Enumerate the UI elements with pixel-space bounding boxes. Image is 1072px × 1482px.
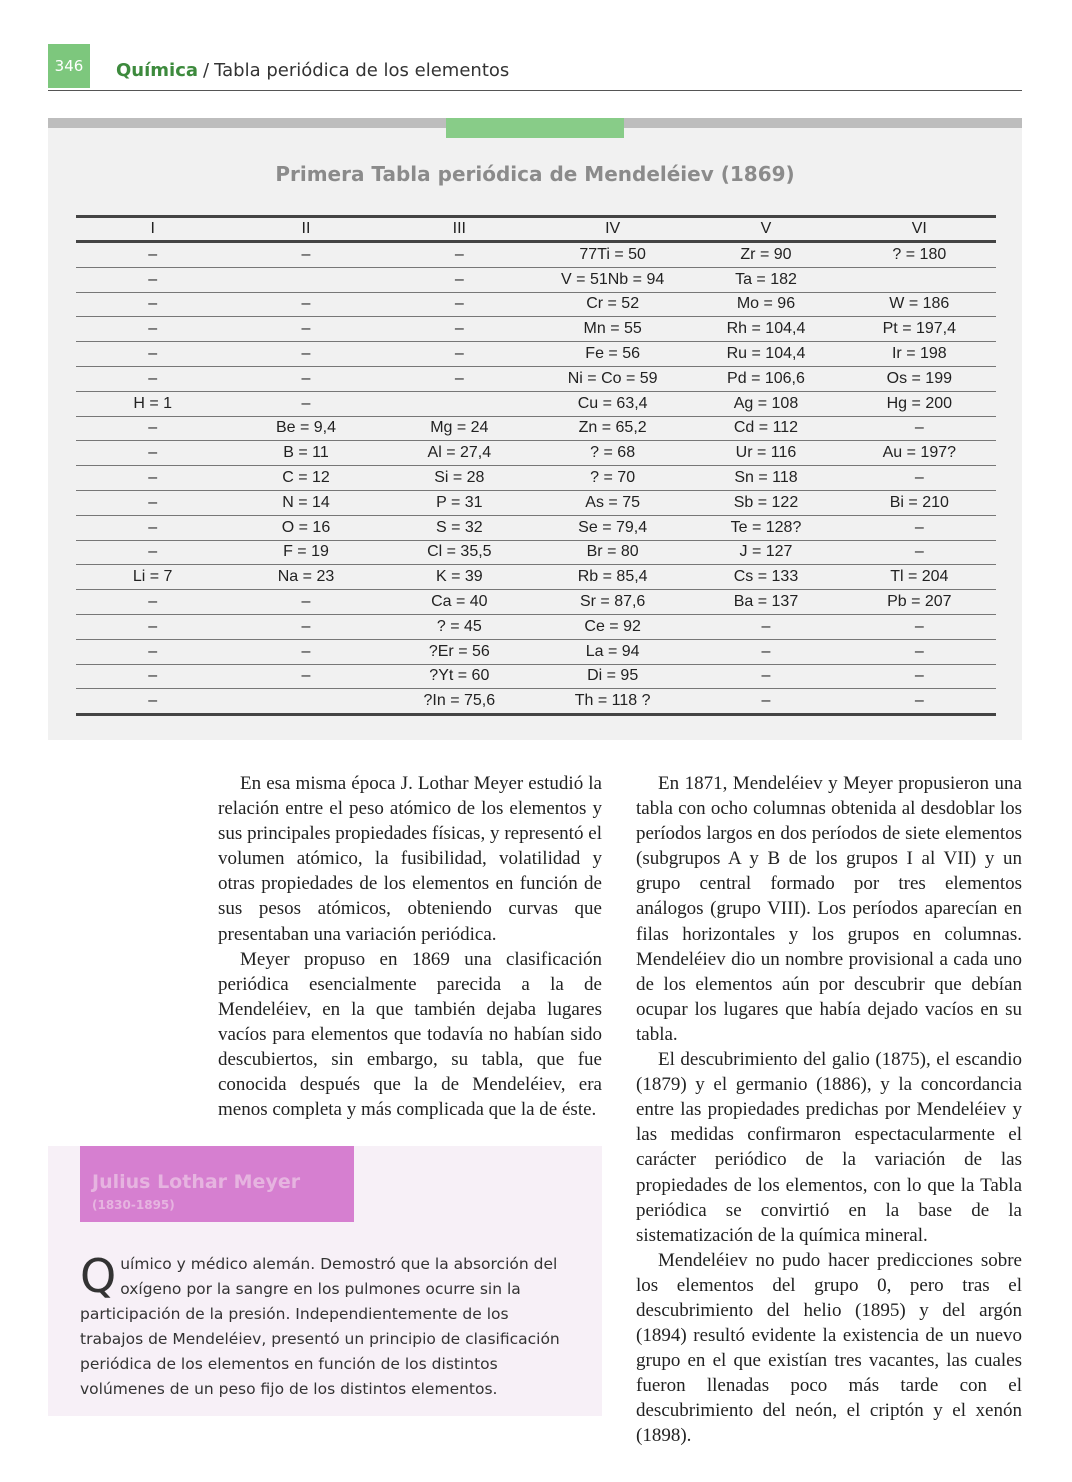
table-cell: –	[76, 515, 229, 540]
paragraph: En 1871, Mendeléiev y Meyer propusieron una tabla con ocho columnas obtenida al desdoblar los períodos largos en dos períodos de siete elementos (subgrupos A y B de los grupos I al VII) y un grupo central formado por tres elementos análogos (grupo VIII). Los períodos aparecían en filas horizontales y los grupos en columnas. Mendeléiev dio un nombre provisional a cada uno de los elementos aún por descubrir que debían ocupar los lugares que había dejado vacíos en su tabla.	[636, 773, 1022, 1045]
table-row	[76, 590, 996, 615]
table-cell: ?Yt = 60	[383, 664, 536, 689]
table-cell: S = 32	[383, 515, 536, 540]
running-head	[116, 60, 509, 81]
page-number: 346	[48, 44, 90, 88]
table-cell: Di = 95	[536, 664, 689, 689]
table-cell: –	[383, 317, 536, 342]
table-cell: Pt = 197,4	[843, 317, 996, 342]
paragraph: El descubrimiento del galio (1875), el escandio (1879) y el germanio (1886), y la concordancia entre las propiedades predichas por Mendeléiev y las medidas confirmaron espectacularmente el carácter periódico de la variación de las propiedades de los elementos, con lo que la Tabla periódica se convirtió en la base de la sistematización de la química mineral.	[636, 1049, 1022, 1246]
table-title: Primera Tabla periódica de Mendeléiev (1869)	[275, 162, 795, 186]
panel-tab-accent	[446, 118, 624, 138]
table-row	[76, 317, 996, 342]
table-cell: Li = 7	[76, 565, 229, 590]
table-cell: –	[843, 540, 996, 565]
table-cell: –	[689, 689, 842, 715]
table-cell: Te = 128?	[689, 515, 842, 540]
page-header	[48, 44, 1022, 91]
table-cell: –	[76, 416, 229, 441]
table-row	[76, 391, 996, 416]
body-right-column	[636, 771, 1022, 1449]
table-cell: Ce = 92	[536, 614, 689, 639]
table-cell	[229, 267, 382, 292]
table-cell: Sr = 87,6	[536, 590, 689, 615]
table-cell: Na = 23	[229, 565, 382, 590]
table-cell: ? = 45	[383, 614, 536, 639]
table-cell: V = 51Nb = 94	[536, 267, 689, 292]
table-row	[76, 466, 996, 491]
table-cell: –	[76, 267, 229, 292]
table-cell: –	[76, 639, 229, 664]
table-cell: Zr = 90	[689, 242, 842, 268]
table-cell: –	[843, 416, 996, 441]
paragraph: Mendeléiev no pudo hacer predicciones sobre los elementos del grupo 0, pero tras el descubrimiento del helio (1895) y del argón (1894) resultó evidente la existencia de un nuevo grupo en el que existían tres vacantes, las cuales fueron llenadas poco más tarde con el descubrimiento del neón, el criptón y el xenón (1898).	[636, 1249, 1022, 1447]
table-cell: –	[76, 317, 229, 342]
biography-box	[48, 1146, 602, 1416]
table-cell: Ba = 137	[689, 590, 842, 615]
table-cell: Rb = 85,4	[536, 565, 689, 590]
table-cell: –	[76, 366, 229, 391]
table-cell: –	[76, 441, 229, 466]
biography-body: uímico y médico alemán. Demostró que la absorción del oxígeno por la sangre en los pulmones ocurre sin la participación de la presión. Independientemente de los trabajos de Mendeléiev, presentó un principio de clasificación periódica de los elementos en función de los distintos volúmenes de un peso fijo de los distintos elementos.	[80, 1255, 560, 1398]
column-header: I	[76, 217, 229, 242]
table-cell: –	[689, 664, 842, 689]
table-cell	[383, 391, 536, 416]
table-cell: C = 12	[229, 466, 382, 491]
table-cell: Os = 199	[843, 366, 996, 391]
table-cell: Be = 9,4	[229, 416, 382, 441]
biography-years: (1830-1895)	[92, 1198, 175, 1212]
table-cell: ? = 68	[536, 441, 689, 466]
table-row	[76, 565, 996, 590]
mendeleev-table	[76, 215, 996, 716]
table-cell: –	[843, 664, 996, 689]
table-cell: Se = 79,4	[536, 515, 689, 540]
table-row	[76, 242, 996, 268]
table-row	[76, 441, 996, 466]
table-cell: Hg = 200	[843, 391, 996, 416]
table-cell: –	[76, 614, 229, 639]
table-cell: Th = 118 ?	[536, 689, 689, 715]
table-cell: –	[229, 342, 382, 367]
table-row	[76, 515, 996, 540]
table-cell: 77Ti = 50	[536, 242, 689, 268]
table-cell: Br = 80	[536, 540, 689, 565]
table-body	[76, 242, 996, 715]
table-cell: B = 11	[229, 441, 382, 466]
table-cell: Tl = 204	[843, 565, 996, 590]
table-cell: –	[383, 242, 536, 268]
table-cell: Ag = 108	[689, 391, 842, 416]
table-cell: ? = 180	[843, 242, 996, 268]
table-cell: –	[76, 242, 229, 268]
table-cell: –	[76, 490, 229, 515]
table-cell: –	[76, 689, 229, 715]
table-cell: –	[383, 267, 536, 292]
table-row	[76, 540, 996, 565]
table-row	[76, 292, 996, 317]
table-cell: Zn = 65,2	[536, 416, 689, 441]
table-panel	[48, 118, 1022, 740]
table-cell: –	[229, 590, 382, 615]
table-cell: W = 186	[843, 292, 996, 317]
table-cell: –	[229, 639, 382, 664]
table-cell: Mn = 55	[536, 317, 689, 342]
table-cell: Bi = 210	[843, 490, 996, 515]
table-cell: –	[229, 292, 382, 317]
table-cell: J = 127	[689, 540, 842, 565]
paragraph: En esa misma época J. Lothar Meyer estudió la relación entre el peso atómico de los elementos y sus principales propiedades físicas, y representó el volumen atómico, la fusibilidad, volatilidad y otras propiedades de los elementos en función de sus pesos atómicos, obteniendo curvas que presentaban una variación periódica.	[218, 773, 602, 945]
table-cell: Au = 197?	[843, 441, 996, 466]
body-left-column	[218, 771, 602, 1122]
table-cell: Ca = 40	[383, 590, 536, 615]
table-cell: P = 31	[383, 490, 536, 515]
table-cell	[229, 689, 382, 715]
table-cell: ?In = 75,6	[383, 689, 536, 715]
table-row	[76, 342, 996, 367]
paragraph: Meyer propuso en 1869 una clasificación periódica esencialmente parecida a la de Mendeléiev, en la que también dejaba lugares vacíos para elementos que todavía no habían sido descubiertos, sin embargo, su tabla, que fue conocida después que la de Mendeléiev, era menos completa y más complicada que la de éste.	[218, 948, 602, 1121]
table-cell: Al = 27,4	[383, 441, 536, 466]
running-head-subject: Química	[116, 60, 199, 81]
biography-text	[80, 1249, 576, 1402]
table-cell: Mo = 96	[689, 292, 842, 317]
running-head-separator: /	[203, 60, 210, 81]
table-cell: Si = 28	[383, 466, 536, 491]
table-row	[76, 267, 996, 292]
table-cell: –	[229, 242, 382, 268]
running-head-section: Tabla periódica de los elementos	[214, 60, 510, 81]
table-cell: F = 19	[229, 540, 382, 565]
table-row	[76, 614, 996, 639]
table-cell: Mg = 24	[383, 416, 536, 441]
column-header: VI	[843, 217, 996, 242]
table-cell: –	[689, 614, 842, 639]
column-header: II	[229, 217, 382, 242]
table-cell: Cd = 112	[689, 416, 842, 441]
table-cell: Ta = 182	[689, 267, 842, 292]
table-cell: K = 39	[383, 565, 536, 590]
table-cell: –	[843, 515, 996, 540]
table-row	[76, 664, 996, 689]
biography-name: Julius Lothar Meyer	[92, 1171, 301, 1193]
column-header: V	[689, 217, 842, 242]
table-row	[76, 416, 996, 441]
table-cell: –	[229, 391, 382, 416]
table-row	[76, 490, 996, 515]
table-cell: –	[383, 342, 536, 367]
drop-cap: Q	[80, 1249, 117, 1303]
table-cell: Sn = 118	[689, 466, 842, 491]
table-cell: –	[229, 366, 382, 391]
table-cell: Cs = 133	[689, 565, 842, 590]
table-cell: Cr = 52	[536, 292, 689, 317]
table-row	[76, 689, 996, 715]
table-cell: O = 16	[229, 515, 382, 540]
table-cell: –	[76, 664, 229, 689]
table-cell: –	[76, 590, 229, 615]
table-cell: Rh = 104,4	[689, 317, 842, 342]
table-cell	[843, 267, 996, 292]
table-cell: Cl = 35,5	[383, 540, 536, 565]
table-cell: –	[383, 366, 536, 391]
table-cell: Pd = 106,6	[689, 366, 842, 391]
table-cell: Ir = 198	[843, 342, 996, 367]
table-cell: –	[76, 540, 229, 565]
table-cell: –	[843, 639, 996, 664]
table-cell: As = 75	[536, 490, 689, 515]
table-row	[76, 366, 996, 391]
column-header: IV	[536, 217, 689, 242]
table-cell: –	[76, 342, 229, 367]
table-cell: N = 14	[229, 490, 382, 515]
table-cell: ? = 70	[536, 466, 689, 491]
table-cell: –	[689, 639, 842, 664]
biography-header	[80, 1146, 354, 1222]
table-cell: H = 1	[76, 391, 229, 416]
table-cell: –	[383, 292, 536, 317]
table-cell: –	[76, 292, 229, 317]
table-cell: La = 94	[536, 639, 689, 664]
table-cell: Fe = 56	[536, 342, 689, 367]
table-cell: –	[843, 614, 996, 639]
table-cell: ?Er = 56	[383, 639, 536, 664]
table-cell: Sb = 122	[689, 490, 842, 515]
column-header: III	[383, 217, 536, 242]
table-row	[76, 639, 996, 664]
table-cell: –	[229, 664, 382, 689]
table-cell: –	[843, 466, 996, 491]
table-header-row	[76, 217, 996, 242]
table-cell: Ru = 104,4	[689, 342, 842, 367]
table-cell: Pb = 207	[843, 590, 996, 615]
table-cell: –	[229, 614, 382, 639]
table-cell: Cu = 63,4	[536, 391, 689, 416]
table-cell: Ni = Co = 59	[536, 366, 689, 391]
table-cell: –	[843, 689, 996, 715]
table-cell: –	[76, 466, 229, 491]
table-cell: Ur = 116	[689, 441, 842, 466]
table-cell: –	[229, 317, 382, 342]
